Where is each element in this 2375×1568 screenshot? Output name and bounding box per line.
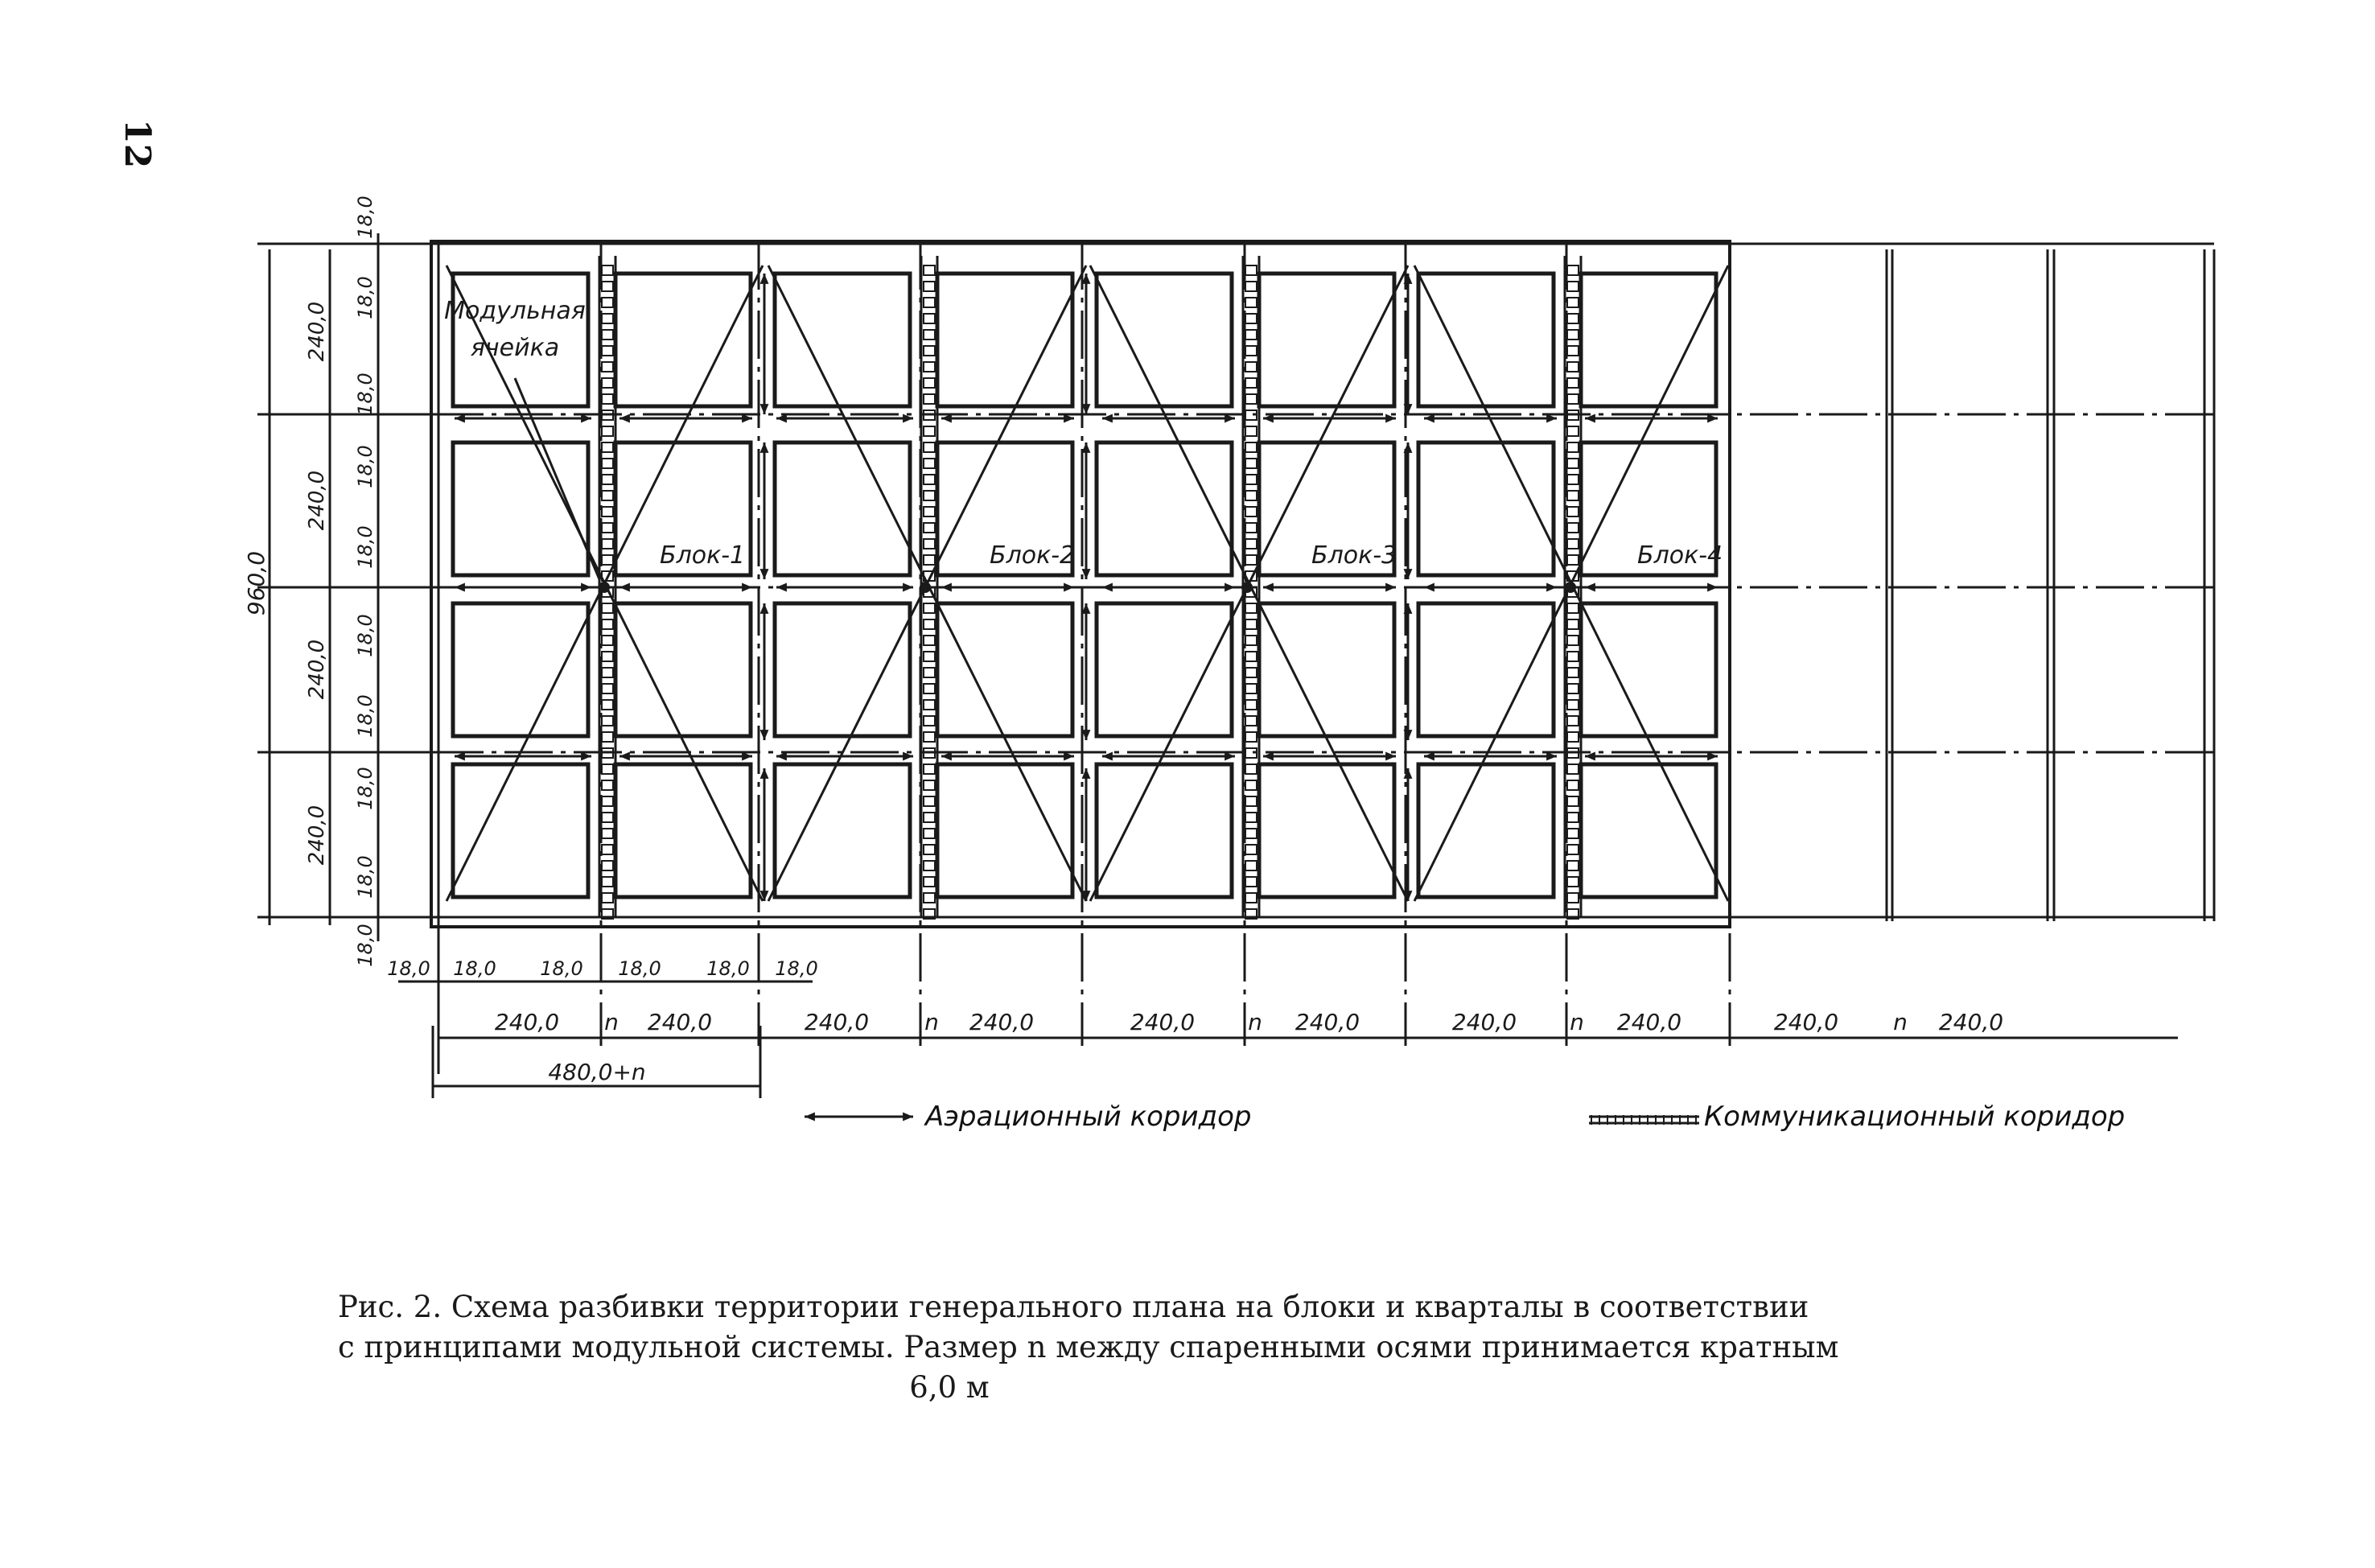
communication-corridor-cell [602,507,613,516]
aeration-corridor-arrow-head [1546,583,1557,592]
aeration-corridor-arrow-head [776,583,787,592]
communication-corridor-cell [924,764,935,774]
modular-cell-label: ячейка [470,334,560,362]
dimension-small-label: 18,0 [706,957,750,980]
communication-corridor-cell [602,603,613,613]
communication-corridor-cell [924,716,935,726]
communication-corridor-cell [1567,362,1579,372]
communication-corridor-cell [602,652,613,661]
communication-corridor-cell [924,378,935,388]
communication-corridor-cell [1245,314,1257,323]
dimension-segment-label: 240,0 [647,1009,713,1035]
communication-corridor-cell [1567,652,1579,661]
communication-corridor-cell [924,877,935,887]
dimension-segment-label: 240,0 [804,1009,870,1035]
communication-corridor-cell [1245,475,1257,484]
communication-corridor-cell [924,475,935,484]
modular-cell [1418,764,1554,897]
dimension-edge-label: 18,0 [354,924,377,967]
communication-corridor-cell [1245,394,1257,404]
dimension-segment-label: 240,0 [1295,1009,1360,1035]
communication-corridor-cell [602,619,613,629]
communication-corridor-cell [1567,780,1579,790]
legend-communication-label: Коммуникационный коридор [1704,1101,2126,1133]
communication-corridor-cell [602,523,613,533]
communication-corridor-cell [924,700,935,710]
communication-corridor-cell [1245,265,1257,275]
dimension-segment-label: 240,0 [1451,1009,1517,1035]
communication-corridor-cell [1567,813,1579,822]
modular-cell [1259,603,1394,736]
communication-corridor-cell [1567,829,1579,838]
communication-corridor-cell [924,523,935,533]
dimension-small-label: 18,0 [618,957,661,980]
communication-corridor-cell [1567,555,1579,565]
modular-cell [1097,603,1232,736]
aeration-corridor-arrow-head [903,583,913,592]
dimension-inner-label: 18,0 [354,694,377,738]
communication-corridor-cell [1245,539,1257,549]
dimension-row-label: 240,0 [305,301,329,362]
dimension-segment-label: n [604,1009,619,1035]
communication-corridor-cell [1567,298,1579,307]
aeration-corridor-arrow-head [1585,583,1595,592]
communication-corridor-cell [924,813,935,822]
communication-corridor-cell [602,796,613,806]
communication-corridor-cell [1567,282,1579,291]
communication-corridor-cell [924,426,935,436]
dimension-small-label: 18,0 [387,957,430,980]
communication-corridor-cell [602,829,613,838]
dimension-segment-label: n [924,1009,939,1035]
communication-corridor-cell [1245,716,1257,726]
communication-corridor-cell [1245,603,1257,613]
communication-corridor-cell [602,362,613,372]
communication-corridor-cell [924,459,935,468]
communication-corridor-cell [924,346,935,356]
communication-corridor-cell [924,555,935,565]
communication-corridor-cell [602,282,613,291]
communication-corridor-cell [924,314,935,323]
communication-corridor-cell [924,845,935,854]
block-label: Блок-4 [1637,541,1723,570]
communication-corridor-cell [1567,684,1579,693]
communication-corridor-cell [924,603,935,613]
communication-corridor-cell [1567,603,1579,613]
communication-corridor-cell [602,346,613,356]
modular-cell [1259,274,1394,406]
communication-corridor-cell [1567,861,1579,870]
communication-corridor-cell [1567,619,1579,629]
axis-node [1241,582,1253,593]
communication-corridor-cell [1245,877,1257,887]
aeration-corridor-arrow-head [1424,583,1434,592]
communication-corridor-cell [924,732,935,742]
communication-corridor-cell [602,716,613,726]
communication-corridor-cell [924,330,935,340]
communication-corridor-cell [924,636,935,645]
communication-corridor-cell [924,507,935,516]
dimension-segment-label: n [1248,1009,1262,1035]
communication-corridor-cell [1567,442,1579,452]
communication-corridor-cell [924,362,935,372]
communication-corridor-cell [1245,619,1257,629]
communication-corridor-cell [1245,829,1257,838]
communication-corridor-cell [1245,507,1257,516]
communication-corridor-cell [602,684,613,693]
figure-caption [338,1287,2060,1408]
communication-corridor-cell [1567,764,1579,774]
communication-corridor-cell [602,668,613,677]
communication-corridor-cell [1245,636,1257,645]
communication-corridor-cell [1567,732,1579,742]
communication-corridor-cell [1567,668,1579,677]
block-label: Блок-1 [660,541,746,570]
modular-cell [937,603,1072,736]
communication-corridor-cell [1245,555,1257,565]
communication-corridor-cell [1245,298,1257,307]
dimension-edge-label: 18,0 [354,195,377,239]
aeration-corridor-arrow-head [760,404,769,414]
communication-corridor-cell [602,314,613,323]
communication-corridor-cell [1245,282,1257,291]
communication-corridor-cell [1245,442,1257,452]
communication-corridor-cell [602,330,613,340]
dimension-segment-label: n [1893,1009,1908,1035]
aeration-corridor-arrow-head [1404,442,1413,453]
communication-corridor-cell [1245,330,1257,340]
communication-corridor-cell [602,813,613,822]
aeration-corridor-arrow-head [455,583,465,592]
dimension-segment-label: 240,0 [1616,1009,1682,1035]
site-boundary [431,241,1730,927]
communication-corridor-cell [602,861,613,870]
axis-node [599,582,610,593]
communication-corridor-cell [924,829,935,838]
communication-corridor-cell [602,732,613,742]
communication-corridor-cell [1567,394,1579,404]
modular-cell [1097,764,1232,897]
communication-corridor-cell [602,764,613,774]
communication-corridor-cell [1567,700,1579,710]
communication-corridor-cell [602,539,613,549]
dimension-pair-label: 480,0+n [548,1059,646,1085]
caption-line-2: с принципами модульной системы. Размер n между спаренными осями принимается кратным [338,1330,1839,1364]
communication-corridor-cell [1567,523,1579,533]
modular-cell [1097,274,1232,406]
communication-corridor-cell [602,780,613,790]
caption-line-1: Рис. 2. Схема разбивки территории генерального плана на блоки и кварталы в соответствии [338,1290,1809,1324]
dimension-small-label: 18,0 [540,957,583,980]
dimension-inner-label: 18,0 [354,614,377,657]
aeration-corridor-arrow-head [1064,583,1074,592]
communication-corridor-cell [1245,732,1257,742]
dimension-segment-label: 240,0 [1938,1009,2004,1035]
communication-corridor-cell [924,684,935,693]
aeration-corridor-arrow-head [1082,442,1091,453]
aeration-corridor-arrow-head [760,442,769,453]
dimension-inner-label: 18,0 [354,767,377,810]
modular-cell [615,274,751,406]
modular-cell [1581,764,1716,897]
communication-corridor-cell [1567,426,1579,436]
aeration-corridor-arrow-head [760,603,769,614]
communication-corridor-cell [602,700,613,710]
axis-node [1565,582,1576,593]
dimension-row-label: 240,0 [305,805,329,866]
aeration-corridor-arrow-head [760,730,769,740]
aeration-corridor-arrow-head [760,569,769,579]
communication-corridor-cell [1245,893,1257,903]
communication-corridor-cell [1245,764,1257,774]
communication-corridor-cell [1245,346,1257,356]
modular-cell [775,764,910,897]
communication-corridor-cell [1245,780,1257,790]
dimension-segment-label: 240,0 [1773,1009,1839,1035]
dimension-inner-label: 18,0 [354,445,377,488]
communication-corridor-cell [1567,378,1579,388]
dimension-small-label: 18,0 [775,957,818,980]
dimension-segment-label: n [1570,1009,1584,1035]
communication-corridor-cell [1245,684,1257,693]
communication-corridor-cell [1567,459,1579,468]
communication-corridor-cell [602,265,613,275]
legend-aeration-label: Аэрационный коридор [925,1101,1252,1133]
communication-corridor-cell [1245,652,1257,661]
communication-corridor-cell [602,877,613,887]
modular-cell [937,274,1072,406]
modular-cell [615,764,751,897]
communication-corridor-cell [602,442,613,452]
communication-corridor-cell [924,394,935,404]
communication-corridor-cell [1567,491,1579,500]
communication-corridor-cell [1245,845,1257,854]
communication-corridor-cell [1245,796,1257,806]
communication-corridor-cell [924,491,935,500]
legend-aeration-symbol-head [903,1113,913,1121]
communication-corridor-cell [1567,314,1579,323]
communication-corridor-cell [1567,330,1579,340]
modular-cell [1418,603,1554,736]
communication-corridor-cell [1567,636,1579,645]
communication-corridor-cell [1567,893,1579,903]
communication-corridor-cell [924,265,935,275]
communication-corridor-cell [1245,700,1257,710]
communication-corridor-cell [1245,459,1257,468]
legend-aeration-symbol-head [805,1113,815,1121]
communication-corridor-cell [1245,523,1257,533]
dimension-segment-label: 240,0 [494,1009,560,1035]
aeration-corridor-arrow-head [742,583,752,592]
modular-cell [453,603,588,736]
page-number: 12 [117,119,158,169]
communication-corridor-cell [924,861,935,870]
communication-corridor-cell [1567,539,1579,549]
communication-corridor-cell [1567,796,1579,806]
communication-corridor-cell [1567,507,1579,516]
communication-corridor-cell [1245,426,1257,436]
axis-node [920,582,931,593]
communication-corridor-cell [924,282,935,291]
communication-corridor-cell [1567,845,1579,854]
communication-corridor-cell [1567,265,1579,275]
communication-corridor-cell [1567,716,1579,726]
communication-corridor-cell [924,893,935,903]
communication-corridor-cell [1245,861,1257,870]
communication-corridor-cell [924,652,935,661]
dimension-inner-label: 18,0 [354,276,377,319]
block-label: Блок-2 [990,541,1076,570]
communication-corridor-cell [1245,491,1257,500]
dimension-inner-label: 18,0 [354,855,377,899]
communication-corridor-cell [924,796,935,806]
communication-corridor-cell [602,298,613,307]
dimension-row-label: 240,0 [305,470,329,531]
communication-corridor-cell [1567,877,1579,887]
communication-corridor-cell [602,378,613,388]
communication-corridor-cell [924,539,935,549]
dimension-inner-label: 18,0 [354,372,377,416]
aeration-corridor-arrow-head [1225,583,1235,592]
aeration-corridor-arrow-head [619,583,630,592]
modular-cell [1581,603,1716,736]
communication-corridor-cell [924,668,935,677]
aeration-corridor-arrow-head [1102,583,1113,592]
aeration-corridor-arrow-head [1263,583,1274,592]
communication-corridor-cell [1245,362,1257,372]
communication-corridor-cell [924,298,935,307]
modular-cell [615,603,751,736]
modular-cell [1581,274,1716,406]
aeration-corridor-arrow-head [760,768,769,779]
dimension-small-label: 18,0 [453,957,496,980]
dimension-segment-label: 240,0 [969,1009,1035,1035]
communication-corridor-cell [1567,346,1579,356]
aeration-corridor-arrow-head [1385,583,1396,592]
communication-corridor-cell [602,426,613,436]
communication-corridor-cell [602,491,613,500]
modular-cell-label: Модульная [444,297,586,325]
dimension-segment-label: 240,0 [1130,1009,1196,1035]
modular-cell [775,603,910,736]
communication-corridor-cell [924,780,935,790]
block-label: Блок-3 [1311,541,1397,570]
communication-corridor-cell [602,893,613,903]
communication-corridor-cell [602,845,613,854]
dimension-row-label: 240,0 [305,639,329,700]
communication-corridor-cell [924,442,935,452]
aeration-corridor-arrow-head [581,583,591,592]
communication-corridor-cell [1245,813,1257,822]
aeration-corridor-arrow-head [1707,583,1718,592]
dimension-inner-label: 18,0 [354,525,377,569]
communication-corridor-cell [602,475,613,484]
modular-cell [775,274,910,406]
communication-corridor-cell [602,555,613,565]
communication-corridor-cell [1567,475,1579,484]
aeration-corridor-arrow-head [941,583,952,592]
aeration-corridor-arrow-head [760,274,769,284]
communication-corridor-cell [1245,668,1257,677]
dimension-total-label: 960,0 [243,550,270,616]
communication-corridor-cell [1245,378,1257,388]
communication-corridor-cell [602,636,613,645]
caption-line-3: 6,0 м [909,1370,990,1405]
modular-cell [1418,274,1554,406]
communication-corridor-cell [924,619,935,629]
modular-cell [453,764,588,897]
communication-corridor-cell [602,394,613,404]
communication-corridor-cell [602,459,613,468]
